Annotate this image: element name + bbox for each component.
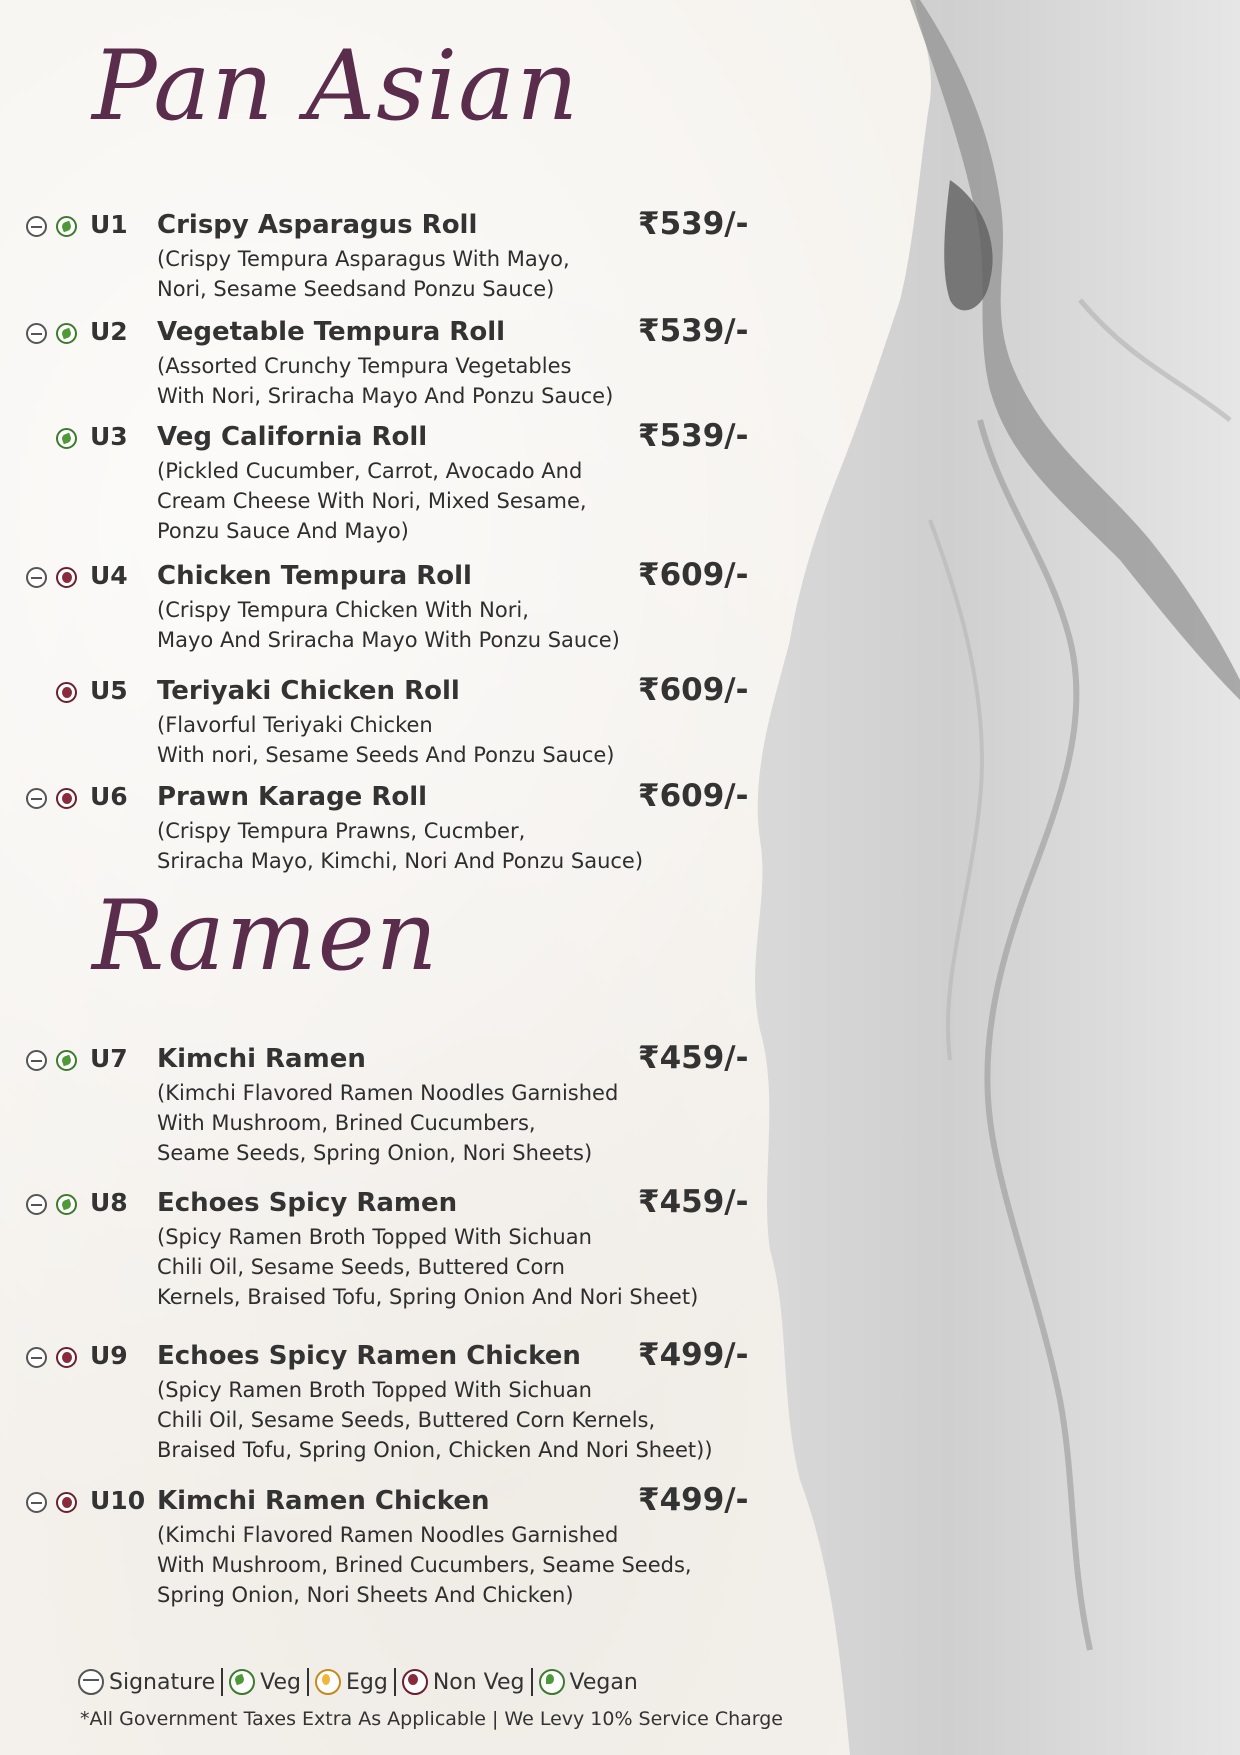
veg-icon <box>229 1669 255 1695</box>
description-line: (Flavorful Teriyaki Chicken <box>157 713 433 737</box>
signature-icon <box>78 1669 104 1695</box>
description-line: (Crispy Tempura Prawns, Cucmber, <box>157 819 526 843</box>
item-name: Teriyaki Chicken Roll <box>157 676 460 706</box>
nonveg-icon <box>56 1347 77 1368</box>
description-line: With Mushroom, Brined Cucumbers, <box>157 1111 536 1135</box>
signature-icon <box>26 1194 47 1215</box>
item-code: U5 <box>90 676 128 705</box>
signature-icon <box>26 216 47 237</box>
item-name: Echoes Spicy Ramen Chicken <box>157 1341 581 1371</box>
diet-legend <box>78 1668 638 1696</box>
description-line: (Crispy Tempura Asparagus With Mayo, <box>157 247 570 271</box>
signature-icon <box>26 323 47 344</box>
item-icons <box>26 1050 86 1074</box>
item-description <box>157 1520 717 1610</box>
item-description <box>157 351 717 411</box>
nonveg-icon <box>56 788 77 809</box>
item-code: U8 <box>90 1188 128 1217</box>
item-price: ₹539/- <box>638 206 749 242</box>
legend-divider <box>394 1668 396 1696</box>
description-line: Ponzu Sauce And Mayo) <box>157 519 409 543</box>
description-line: (Pickled Cucumber, Carrot, Avocado And <box>157 459 583 483</box>
legend-signature <box>78 1669 215 1695</box>
description-line: With nori, Sesame Seeds And Ponzu Sauce) <box>157 743 615 767</box>
item-price: ₹499/- <box>638 1482 749 1518</box>
description-line: Sriracha Mayo, Kimchi, Nori And Ponzu Sauce) <box>157 849 644 873</box>
legend-egg <box>315 1669 388 1695</box>
legend-divider <box>531 1668 533 1696</box>
item-icons <box>26 1194 86 1218</box>
item-code: U1 <box>90 210 128 239</box>
item-description <box>157 1222 717 1312</box>
veg-icon <box>56 216 77 237</box>
item-name: Crispy Asparagus Roll <box>157 210 478 240</box>
legend-divider <box>307 1668 309 1696</box>
description-line: Seame Seeds, Spring Onion, Nori Sheets) <box>157 1141 593 1165</box>
item-icons <box>26 428 86 452</box>
item-code: U2 <box>90 317 128 346</box>
item-name: Veg California Roll <box>157 422 428 452</box>
nonveg-icon <box>402 1669 428 1695</box>
description-line: (Kimchi Flavored Ramen Noodles Garnished <box>157 1081 619 1105</box>
item-code: U4 <box>90 561 128 590</box>
description-line: With Mushroom, Brined Cucumbers, Seame Seeds, <box>157 1553 692 1577</box>
veg-icon <box>56 1194 77 1215</box>
nonveg-icon <box>56 682 77 703</box>
item-icons <box>26 323 86 347</box>
signature-icon <box>26 567 47 588</box>
nonveg-icon <box>56 1492 77 1513</box>
item-description <box>157 1375 717 1465</box>
item-price: ₹609/- <box>638 557 749 593</box>
signature-icon <box>26 1050 47 1071</box>
item-code: U6 <box>90 782 128 811</box>
legend-label: Egg <box>345 1669 388 1695</box>
item-name: Chicken Tempura Roll <box>157 561 472 591</box>
veg-icon <box>56 1050 77 1071</box>
item-price: ₹609/- <box>638 778 749 814</box>
item-name: Echoes Spicy Ramen <box>157 1188 458 1218</box>
legend-label: Vegan <box>569 1669 638 1695</box>
veg-icon <box>56 428 77 449</box>
description-line: Nori, Sesame Seedsand Ponzu Sauce) <box>157 277 555 301</box>
vegan-icon <box>539 1669 565 1695</box>
legend-divider <box>221 1668 223 1696</box>
signature-icon <box>26 1347 47 1368</box>
legend-vegan <box>539 1669 638 1695</box>
item-description <box>157 816 717 876</box>
item-price: ₹499/- <box>638 1337 749 1373</box>
item-price: ₹609/- <box>638 672 749 708</box>
footer-tax-note: *All Government Taxes Extra As Applicable | We Levy 10% Service Charge <box>80 1708 783 1730</box>
item-price: ₹459/- <box>638 1040 749 1076</box>
description-line: Mayo And Sriracha Mayo With Ponzu Sauce) <box>157 628 620 652</box>
legend-veg <box>229 1669 301 1695</box>
description-line: (Spicy Ramen Broth Topped With Sichuan <box>157 1225 592 1249</box>
description-line: Chili Oil, Sesame Seeds, Buttered Corn <box>157 1255 565 1279</box>
item-icons <box>26 567 86 591</box>
veg-icon <box>56 323 77 344</box>
item-code: U3 <box>90 422 128 451</box>
item-icons <box>26 1347 86 1371</box>
item-icons <box>26 216 86 240</box>
item-code: U7 <box>90 1044 128 1073</box>
section-title-pan-asian: Pan Asian <box>92 30 580 142</box>
legend-label: Veg <box>260 1669 301 1695</box>
item-price: ₹459/- <box>638 1184 749 1220</box>
item-price: ₹539/- <box>638 313 749 349</box>
item-description <box>157 710 717 770</box>
signature-icon <box>26 1492 47 1513</box>
item-icons <box>26 1492 86 1516</box>
item-description <box>157 244 717 304</box>
item-code: U10 <box>90 1486 146 1515</box>
description-line: Chili Oil, Sesame Seeds, Buttered Corn Kernels, <box>157 1408 656 1432</box>
item-description <box>157 595 717 655</box>
egg-icon <box>315 1669 341 1695</box>
item-name: Kimchi Ramen <box>157 1044 366 1074</box>
signature-icon <box>26 788 47 809</box>
item-name: Vegetable Tempura Roll <box>157 317 506 347</box>
legend-label: Signature <box>109 1669 216 1695</box>
description-line: (Spicy Ramen Broth Topped With Sichuan <box>157 1378 592 1402</box>
description-line: (Kimchi Flavored Ramen Noodles Garnished <box>157 1523 619 1547</box>
legend-label: Non Veg <box>432 1669 525 1695</box>
item-icons <box>26 788 86 812</box>
item-description <box>157 456 717 546</box>
description-line: (Crispy Tempura Chicken With Nori, <box>157 598 529 622</box>
item-name: Prawn Karage Roll <box>157 782 428 812</box>
description-line: (Assorted Crunchy Tempura Vegetables <box>157 354 572 378</box>
item-description <box>157 1078 717 1168</box>
item-code: U9 <box>90 1341 128 1370</box>
description-line: Braised Tofu, Spring Onion, Chicken And Nori Sheet)) <box>157 1438 713 1462</box>
description-line: Cream Cheese With Nori, Mixed Sesame, <box>157 489 587 513</box>
item-icons <box>26 682 86 706</box>
legend-nonveg <box>402 1669 525 1695</box>
description-line: Spring Onion, Nori Sheets And Chicken) <box>157 1583 574 1607</box>
nonveg-icon <box>56 567 77 588</box>
item-name: Kimchi Ramen Chicken <box>157 1486 490 1516</box>
description-line: Kernels, Braised Tofu, Spring Onion And Nori Sheet) <box>157 1285 699 1309</box>
section-title-ramen: Ramen <box>92 880 439 992</box>
description-line: With Nori, Sriracha Mayo And Ponzu Sauce) <box>157 384 614 408</box>
item-price: ₹539/- <box>638 418 749 454</box>
